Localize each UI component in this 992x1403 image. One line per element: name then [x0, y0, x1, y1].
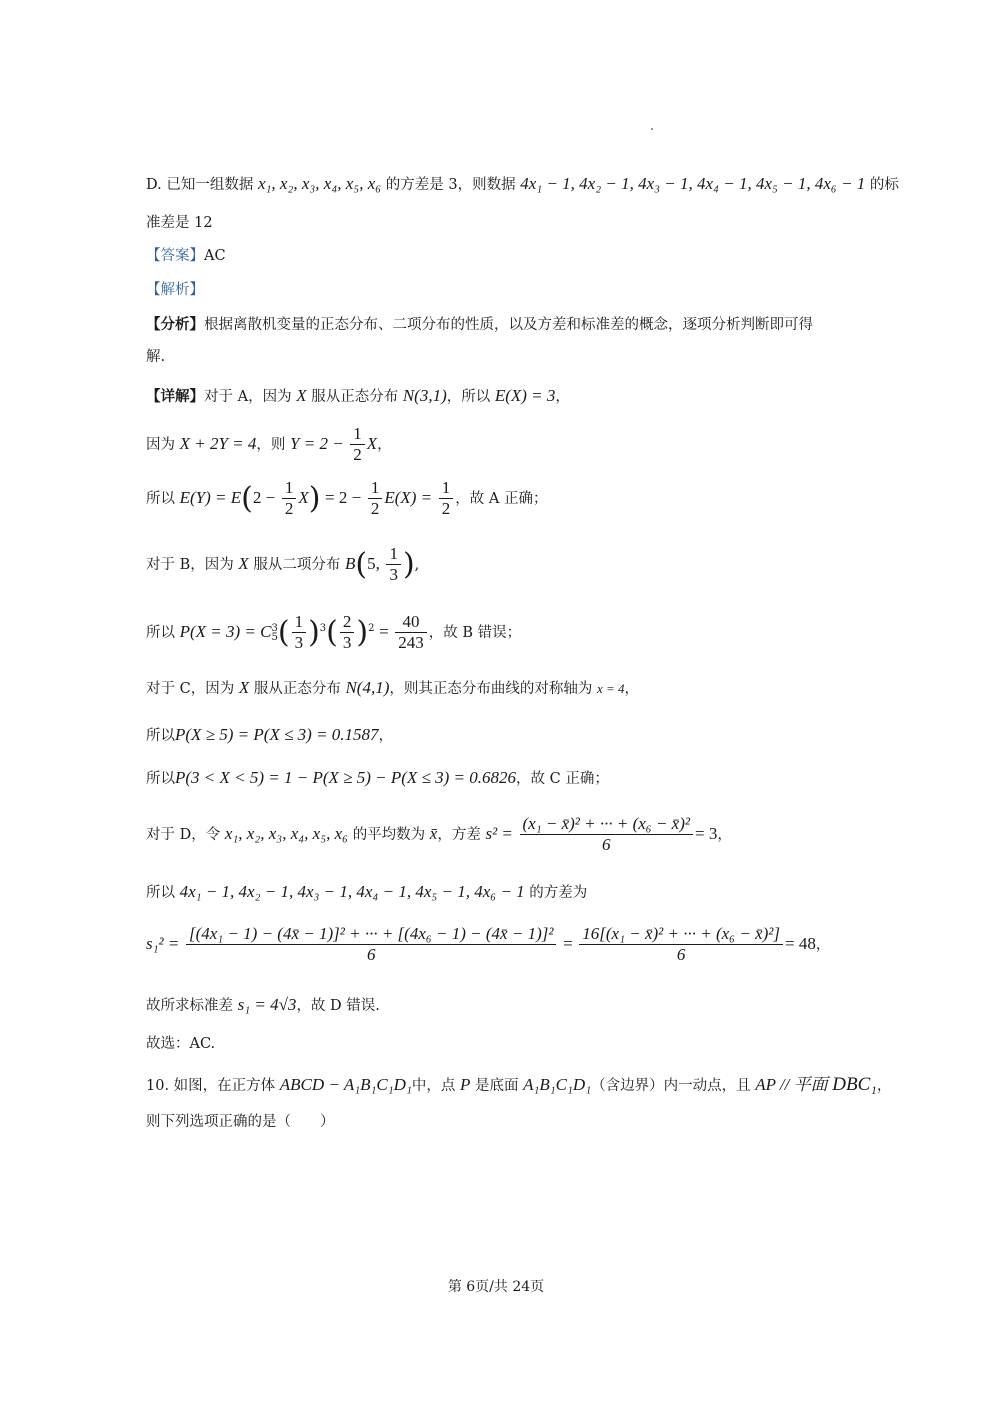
text: ，故 C 正确；	[516, 771, 609, 787]
math: AP // 平面	[755, 1075, 828, 1094]
fraction	[439, 478, 454, 520]
detail-a-line3: 所以 E(Y) = E(2 − $\frac{1}{2}$ X) = 2 − $\frac{1}{2}$ E(X) = $\frac{1}{2}$ ，故 A 正确；	[146, 478, 548, 519]
text: D. 已知一组数据	[146, 177, 254, 193]
math: ABCD − A₁B₁C₁D₁	[279, 1075, 412, 1094]
text: 所以	[146, 885, 175, 901]
fraction	[386, 544, 401, 586]
q10-line1: 10. 如图，在正方体 ABCD − A₁B₁C₁D₁中，点 P 是底面 A₁B₁C₁D₁（含边界）内一动点，且 AP // 平面 DBC₁，	[146, 1074, 892, 1095]
text: 的方差是 3，则数据	[385, 177, 516, 193]
option-d-line1	[146, 174, 899, 194]
detail-d-line1: 对于 D，令 x₁, x₂, x₃, x₄, x₅, x₆ 的平均数为 x̄，方差 s² = $\frac{\text{(x₁ − x̄)² + ··· + (x₆ − x̄)²}}{6}$ = 3，	[146, 814, 732, 855]
text: 故所求标准差	[146, 998, 233, 1014]
option-d-line2	[146, 215, 213, 232]
num: (x₁ − x̄)² + ··· + (x₆ − x̄)²	[520, 814, 693, 835]
math: =	[563, 933, 573, 953]
num: 1	[439, 478, 454, 499]
sub: 5	[271, 631, 278, 643]
detail-b-line2: 所以 P(X = 3) = C3 5( $\frac{1}{3}$ )$^3$( $\frac{2}{3}$ )$^2$ = $\frac{40}{243}$ ，故 B 错误；	[146, 612, 522, 653]
fenxi-tag: 【分析】	[146, 316, 204, 333]
text: 的平均数为	[352, 826, 426, 843]
math: s₁² =	[146, 933, 180, 953]
math: P(X ≥ 5) = P(X ≤ 3) = 0.1587	[175, 725, 379, 744]
detail-b-line1: 对于 B，因为 X 服从二项分布 B(5, $\frac{1}{3}$ ),	[146, 544, 420, 585]
text: 服从二项分布	[253, 556, 341, 573]
detail-a-line2: 因为 X + 2Y = 4，则 Y = 2 − $\frac{1}{2}$ X，	[146, 424, 392, 465]
math: = 2 −	[325, 487, 362, 507]
detail-a-line1: 【详解】对于 A，因为 X 服从正态分布 N(3,1)，所以 E(X) = 3，	[146, 386, 570, 405]
math: X	[366, 433, 378, 453]
text: 所以	[146, 728, 175, 744]
math: X	[296, 386, 307, 405]
den: 2	[284, 499, 294, 519]
fraction	[579, 924, 783, 966]
text: 准差是 12	[146, 215, 213, 231]
math: x₁, x₂, x₃, x₄, x₅, x₆	[257, 174, 382, 193]
text: ，故 A 正确；	[455, 490, 548, 507]
math: 5,	[367, 553, 380, 573]
answer-tag: 【答案】	[146, 248, 204, 264]
detail-c-line2: 所以P(X ≥ 5) = P(X ≤ 3) = 0.1587，	[146, 725, 394, 744]
text: 对于 B，因为	[146, 556, 234, 573]
math: X	[298, 487, 309, 507]
fraction	[350, 424, 365, 466]
num: 1	[350, 424, 365, 445]
den: 2	[441, 499, 451, 519]
text: （含边界）内一动点，且	[591, 1078, 751, 1094]
num: 40	[395, 612, 427, 633]
math: E(Y) = E	[179, 487, 242, 507]
math: E(X) =	[384, 487, 433, 507]
page-footer: 第 6页/共 24页	[447, 1279, 545, 1295]
answer-value: AC	[204, 248, 226, 264]
num: [(4x₁ − 1) − (4x̄ − 1)]² + ··· + [(4x₆ − 1) − (4x̄ − 1)]²	[186, 924, 556, 945]
fraction	[368, 478, 383, 520]
text: 所以	[146, 771, 175, 787]
fenxi-line1	[146, 316, 813, 334]
fraction	[282, 478, 297, 520]
choose-line	[146, 1036, 215, 1053]
math: 4x₁ − 1, 4x₂ − 1, 4x₃ − 1, 4x₄ − 1, 4x₅ − 1, 4x₆ − 1	[520, 174, 866, 193]
answer-line	[146, 248, 226, 265]
math: 2 −	[252, 487, 276, 507]
sup: 3	[271, 622, 278, 634]
detail-c-line3	[146, 768, 609, 788]
math: s₁ = 4√3	[237, 995, 297, 1014]
text: 服从正态分布	[311, 389, 399, 405]
detail-tag: 【详解】	[146, 388, 204, 405]
detail-d-line2	[146, 882, 587, 902]
text: 的方差为	[529, 885, 588, 901]
den: 2	[370, 499, 380, 519]
text: 对于 A，因为	[204, 389, 292, 405]
math: X + 2Y = 4	[179, 433, 257, 453]
text: ，所以	[446, 389, 491, 405]
den: 6	[601, 835, 611, 855]
text: 解.	[146, 349, 166, 365]
den: 3	[342, 633, 352, 653]
math: x = 4	[596, 681, 625, 696]
num: 1	[368, 478, 383, 499]
math: X	[238, 678, 250, 697]
q10-line2	[146, 1114, 335, 1131]
math: 4x₁ − 1, 4x₂ − 1, 4x₃ − 1, 4x₄ − 1, 4x₅ − 1, 4x₆ − 1	[179, 882, 525, 901]
text: 对于 C，因为	[146, 681, 235, 697]
text: 中，点	[411, 1078, 456, 1094]
fraction	[340, 612, 355, 654]
den: 243	[398, 633, 424, 653]
math: B	[344, 553, 356, 573]
den: 3	[294, 633, 304, 653]
text: 故选：AC.	[146, 1036, 216, 1052]
num: 1	[386, 544, 401, 565]
text: 则下列选项正确的是（ ）	[146, 1114, 335, 1130]
den: 3	[389, 565, 398, 585]
text: 的标	[869, 177, 899, 193]
analysis-tag: 【解析】	[146, 282, 204, 298]
math: N(4,1)	[345, 678, 390, 697]
text: ，方差	[437, 826, 481, 843]
math: s² =	[485, 823, 513, 843]
detail-c-line1: 对于 C，因为 X 服从正态分布 N(4,1)，则其正态分布曲线的对称轴为 x = 4，	[146, 678, 640, 697]
den: 6	[366, 945, 376, 965]
math: X	[238, 553, 249, 573]
text: 服从正态分布	[253, 681, 341, 697]
math: N(3,1)	[402, 386, 447, 405]
text: 根据离散机变量的正态分布、二项分布的性质，以及方差和标准差的概念，逐项分析判断即可得	[204, 317, 813, 333]
math: x₁, x₂, x₃, x₄, x₅, x₆	[224, 823, 349, 843]
text: 因为	[146, 436, 175, 453]
den: 6	[676, 945, 686, 965]
fraction	[395, 612, 427, 654]
fraction	[186, 924, 556, 966]
den: 2	[353, 445, 362, 465]
detail-d-line3: s₁² = $\frac{\text{[(4x₁ − 1) − (4x̄ − 1)]² + ··· + [(4x₆ − 1) − (4x̄ − 1)]²}}{6}$ = $\frac{\text{16[(x₁ − x̄)² + ··· + (x₆ − x̄)²]}}{6}$ = 48，	[146, 924, 831, 965]
num: 1	[282, 478, 297, 499]
text: 是底面	[474, 1078, 519, 1094]
speck-mark	[651, 128, 653, 130]
text: ，故 D 错误.	[296, 998, 380, 1014]
text: ，则	[256, 436, 286, 453]
math: Y = 2 −	[290, 433, 344, 453]
text: 所以	[146, 624, 175, 641]
num: 2	[340, 612, 355, 633]
math: x̄	[429, 823, 438, 843]
math: P(3 < X < 5) = 1 − P(X ≥ 5) − P(X ≤ 3) = 0.6826	[175, 768, 517, 787]
math: = 48	[784, 933, 816, 953]
text: ，故 B 错误；	[428, 624, 522, 641]
num: 1	[292, 612, 307, 633]
num: 16[(x₁ − x̄)² + ··· + (x₆ − x̄)²]	[579, 924, 783, 945]
math: E(X) = 3	[494, 386, 556, 405]
fraction	[520, 814, 693, 856]
text: 10. 如图，在正方体	[146, 1078, 276, 1094]
math: A₁B₁C₁D₁	[523, 1075, 592, 1094]
fenxi-line2	[146, 349, 165, 366]
math: P	[459, 1075, 471, 1094]
text: 所以	[146, 490, 175, 507]
math: = 3	[694, 823, 718, 843]
fraction	[292, 612, 307, 654]
math: DBC₁	[832, 1074, 877, 1095]
text: 对于 D，令	[146, 826, 221, 843]
detail-d-line4	[146, 995, 380, 1015]
text: ，则其正态分布曲线的对称轴为	[389, 681, 593, 697]
analysis-line	[146, 282, 204, 299]
math: P(X = 3) = C	[179, 621, 272, 641]
